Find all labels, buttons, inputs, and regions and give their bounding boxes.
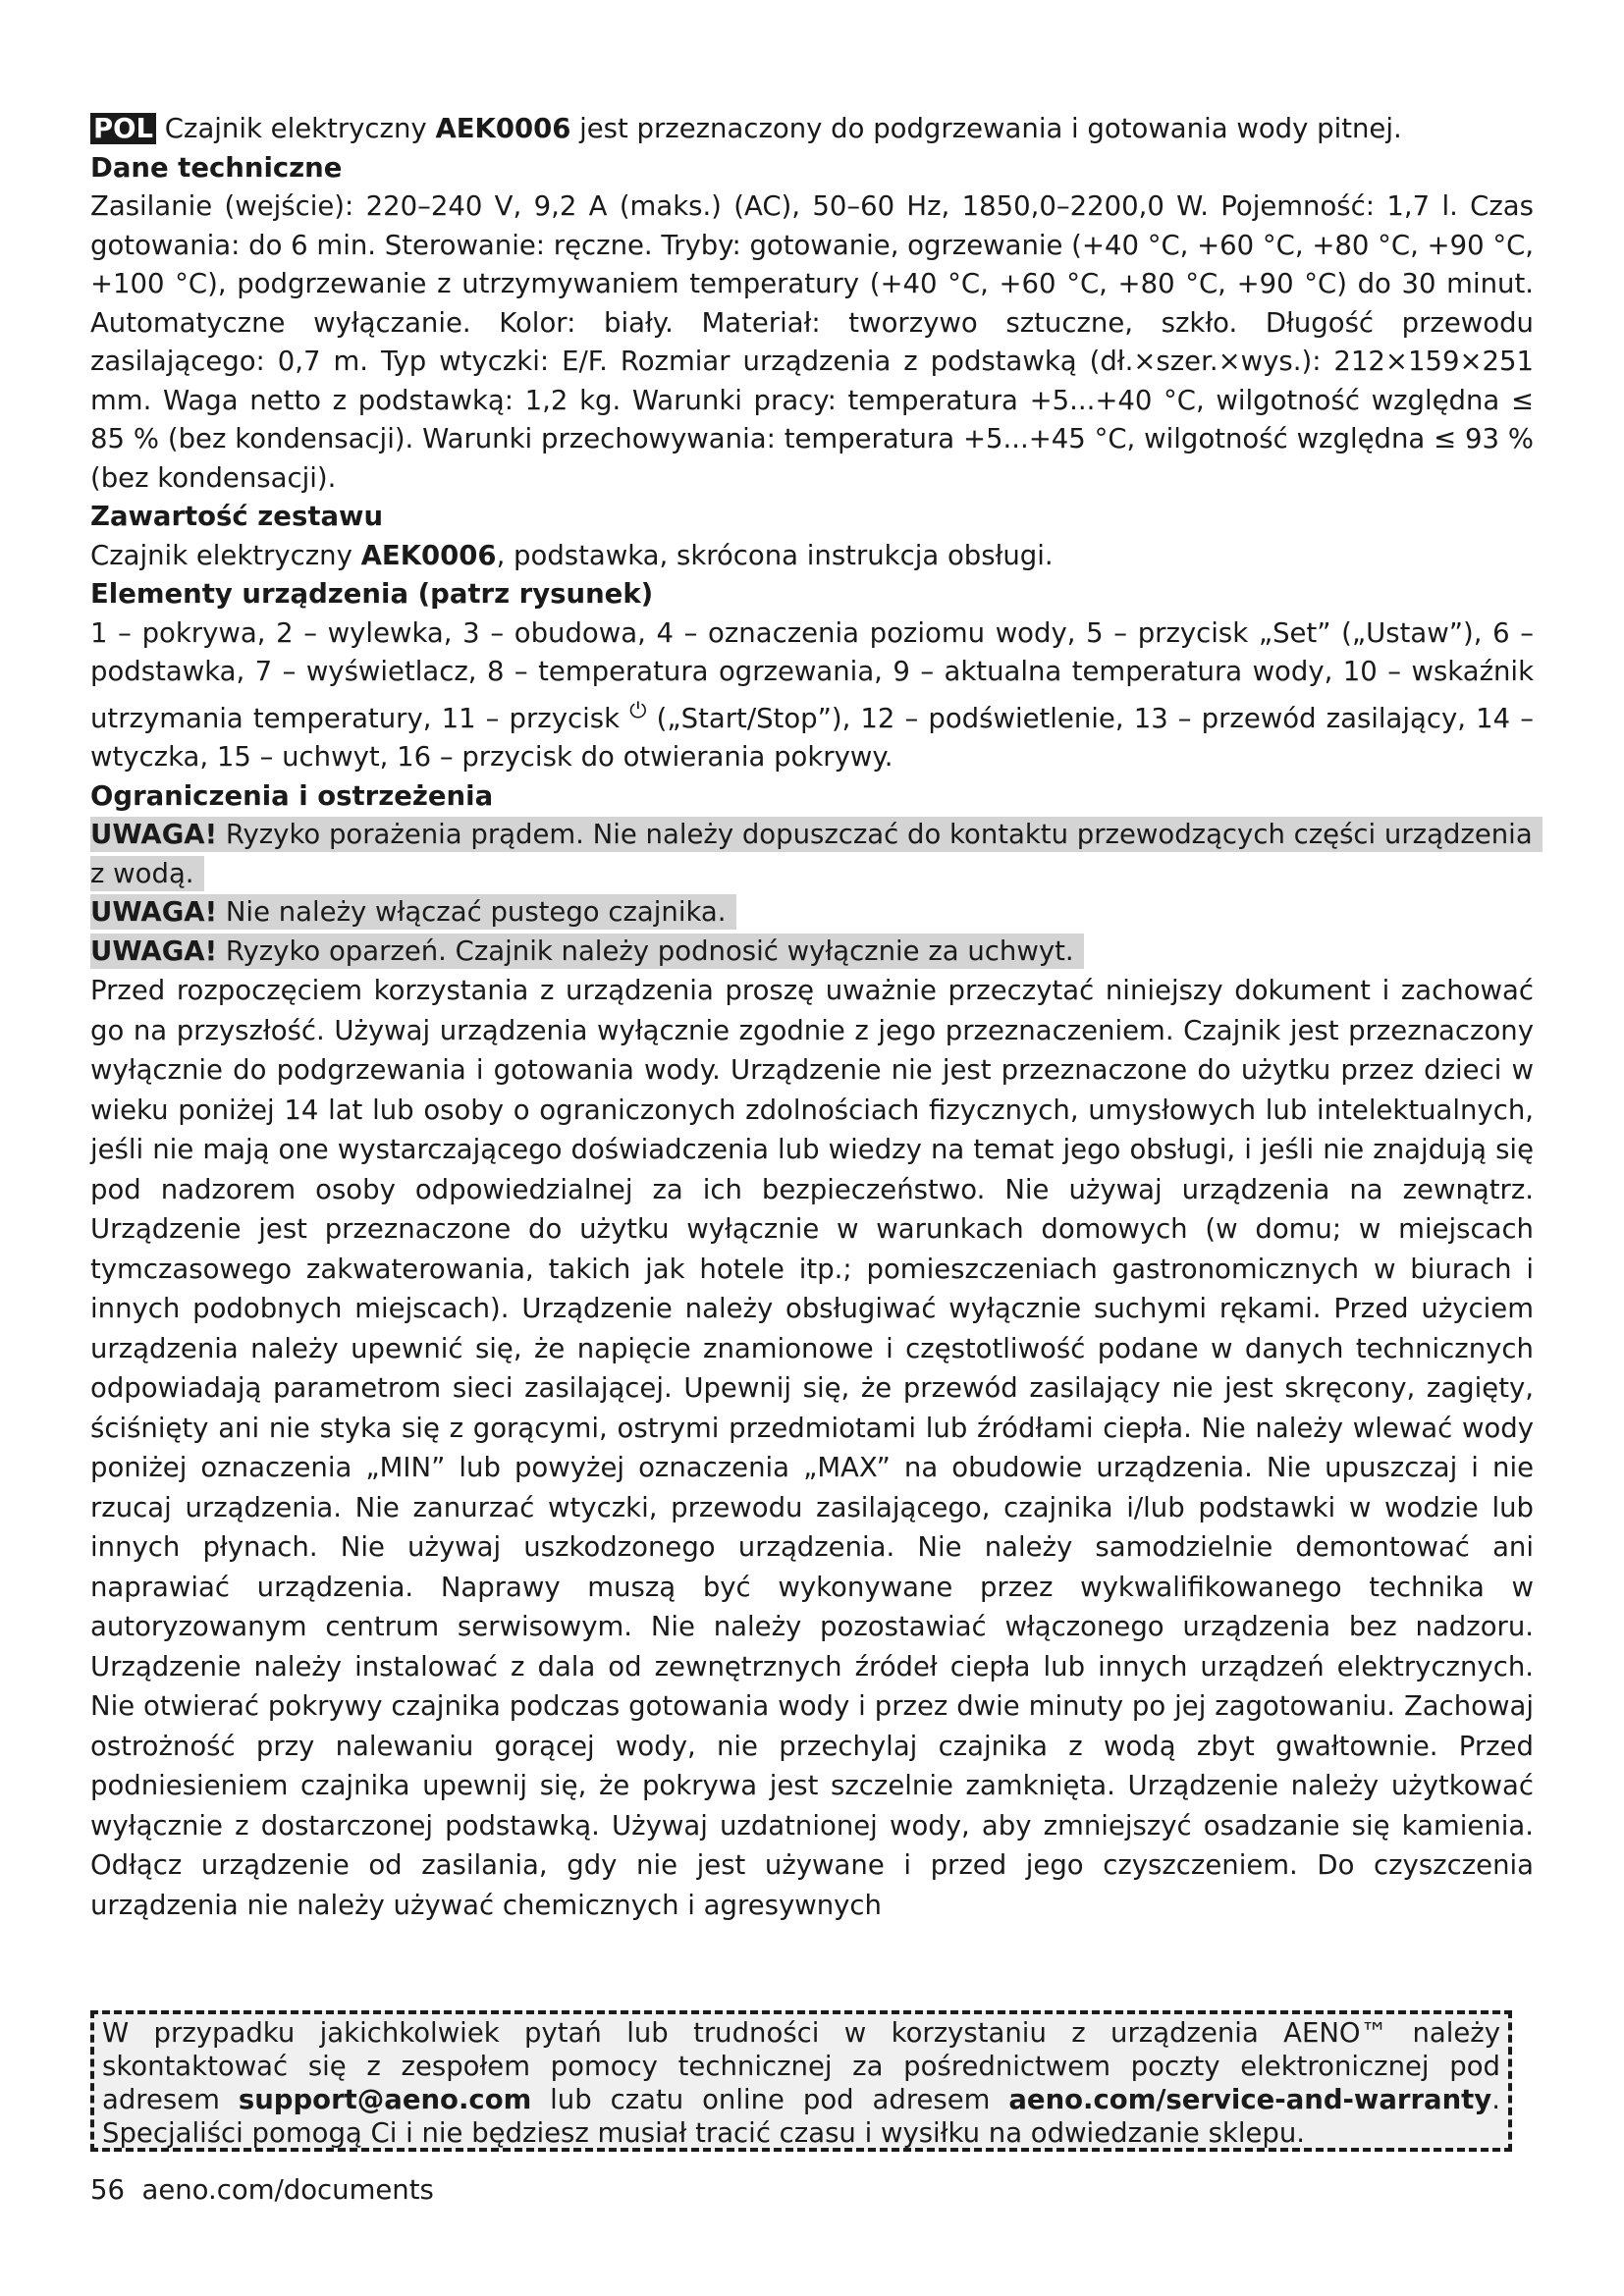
footer-url[interactable]: aeno.com/documents bbox=[141, 2174, 434, 2206]
intro-paragraph: POL Czajnik elektryczny AEK0006 jest przeznaczony do podgrzewania i gotowania wody pitnej. bbox=[90, 110, 1534, 149]
power-icon: ⏻ bbox=[629, 698, 647, 723]
support-info-box bbox=[90, 2010, 1512, 2152]
support-url[interactable]: aeno.com/service-and-warranty bbox=[1008, 2084, 1492, 2115]
tech-text: Zasilanie (wejście): 220–240 V, 9,2 A (maks.) (AC), 50–60 Hz, 1850,0–2200,0 W. Pojemność: 1,7 l. Czas gotowania: do 6 min. Sterowanie: ręczne. Tryby: gotowanie, ogrzewanie (+40 °C, +60 °C, +80 °C, +90 °C, +100 °C), podgrzewanie z utrzymywaniem temperatury (+40 °C, +60 °C, +80 °C, +90 °C) do 30 minut. Automatyczne wyłączanie. Kolor: biały. Materiał: tworzywo sztuczne, szkło. Długość przewodu zasilającego: 0,7 m. Typ wtyczki: E/F. Rozmiar urządzenia z podstawką (dł.×szer.×wys.): 212×159×251 mm. Waga netto z podstawką: 1,2 kg. Warunki pracy: temperatura +5...+40 °C, wilgotność względna ≤ 85 % (bez kondensacji). Warunki przechowywania: temperatura +5...+45 °C, wilgotność względna ≤ 93 % (bez kondensacji). bbox=[90, 190, 1535, 494]
safety-text: Przed rozpoczęciem korzystania z urządzenia proszę uważnie przeczytać niniejszy dokument i zachować go na przyszłość. Używaj urządzenia wyłącznie zgodnie z jego przeznaczeniem. Czajnik jest przeznaczony wyłącznie do podgrzewania i gotowania wody. Urządzenie nie jest przeznaczone do użytku przez dzieci w wieku poniżej 14 lat lub osoby o ograniczonych zdolnościach fizycznych, umysłowych lub intelektualnych, jeśli nie mają one wystarczającego doświadczenia lub wiedzy na temat jego obsługi, i jeśli nie znajdują się pod nadzorem osoby odpowiedzialnej za ich bezpieczeństwo. Nie używaj urządzenia na zewnątrz. Urządzenie jest przeznaczone do użytku wyłącznie w warunkach domowych (w domu; w miejscach tymczasowego zakwaterowania, takich jak hotele itp.; pomieszczeniach gastronomicznych w biurach i innych podobnych miejscach). Urządzenie należy obsługiwać wyłącznie suchymi rękami. Przed użyciem urządzenia należy upewnić się, że napięcie znamionowe i częstotliwość podane w danych technicznych odpowiadają parametrom sieci zasilającej. Upewnij się, że przewód zasilający nie jest skręcony, zagięty, ściśnięty ani nie styka się z gorącymi, ostrymi przedmiotami lub źródłami ciepła. Nie należy wlewać wody poniżej oznaczenia „MIN” lub powyżej oznaczenia „MAX” na obudowie urządzenia. Nie upuszczaj i nie rzucaj urządzenia. Nie zanurzać wtyczki, przewodu zasilającego, czajnika i/lub podstawki w wodzie lub innych płynach. Nie używaj uszkodzonego urządzenia. Nie należy samodzielnie demontować ani naprawiać urządzenia. Naprawy muszą być wykonywane przez wykwalifikowanego technika w autoryzowanym centrum serwisowym. Nie należy pozostawiać włączonego urządzenia bez nadzoru. Urządzenie należy instalować z dala od zewnętrznych źródeł ciepła lub innych urządzeń elektrycznych. Nie otwierać pokrywy czajnika podczas gotowania wody i przez dwie minuty po jej zagotowaniu. Zachowaj ostrożność przy nalewaniu gorącej wody, nie przechylaj czajnika z wodą zbyt gwałtownie. Przed podniesieniem czajnika upewnij się, że pokrywa jest szczelnie zamknięta. Urządzenie należy użytkować wyłącznie z dostarczonej podstawką. Używaj uzdatnionej wody, aby zmniejszyć osadzanie się kamienia. Odłącz urządzenie od zasilania, gdy nie jest używane i przed jego czyszczeniem. Do czyszczenia urządzenia nie należy używać chemicznych i agresywnych bbox=[90, 975, 1534, 1921]
elements-heading: Elementy urządzenia (patrz rysunek) bbox=[90, 578, 654, 610]
document-page bbox=[90, 110, 1534, 1925]
page-footer bbox=[90, 2173, 434, 2207]
support-text: W przypadku jakichkolwiek pytań lub trudności w korzystaniu z urządzenia AENO™ należy skontaktować się z zespołem pomocy technicznej za pośrednictwem poczty elektronicznej pod adresem support@aeno.com lub czatu online pod adresem aeno.com/service-and-warranty. Specjaliści pomogą Ci i nie będziesz musiał tracić czasu i wysiłku na odwiedzanie sklepu. bbox=[102, 2017, 1500, 2149]
tech-heading: Dane techniczne bbox=[90, 151, 343, 184]
support-email[interactable]: support@aeno.com bbox=[238, 2084, 532, 2115]
page-number: 56 bbox=[90, 2174, 125, 2206]
warning-1: UWAGA! Ryzyko porażenia prądem. Nie należy dopuszczać do kontaktu przewodzących części urządzenia z wodą. bbox=[90, 816, 1534, 893]
contents-heading: Zawartość zestawu bbox=[90, 501, 384, 532]
warning-3: UWAGA! Ryzyko oparzeń. Czajnik należy podnosić wyłącznie za uchwyt. bbox=[90, 933, 1534, 972]
warning-2: UWAGA! Nie należy włączać pustego czajnika. bbox=[90, 893, 1534, 933]
elements-text: 1 – pokrywa, 2 – wylewka, 3 – obudowa, 4 – oznaczenia poziomu wody, 5 – przycisk „Set” („Ustaw”), 6 – podstawka, 7 – wyświetlacz, 8 – temperatura ogrzewania, 9 – aktualna temperatura wody, 10 – wskaźnik utrzymania temperatury, 11 – przycisk ⏻ („Start/Stop”), 12 – podświetlenie, 13 – przewód zasilający, 14 – wtyczka, 15 – uchwyt, 16 – przycisk do otwierania pokrywy. bbox=[90, 616, 1535, 774]
warnings-heading: Ograniczenia i ostrzeżenia bbox=[90, 779, 494, 812]
contents-text: Czajnik elektryczny AEK0006, podstawka, skrócona instrukcja obsługi. bbox=[90, 539, 1054, 571]
language-tag: POL bbox=[90, 113, 156, 144]
model-name: AEK0006 bbox=[435, 113, 571, 144]
